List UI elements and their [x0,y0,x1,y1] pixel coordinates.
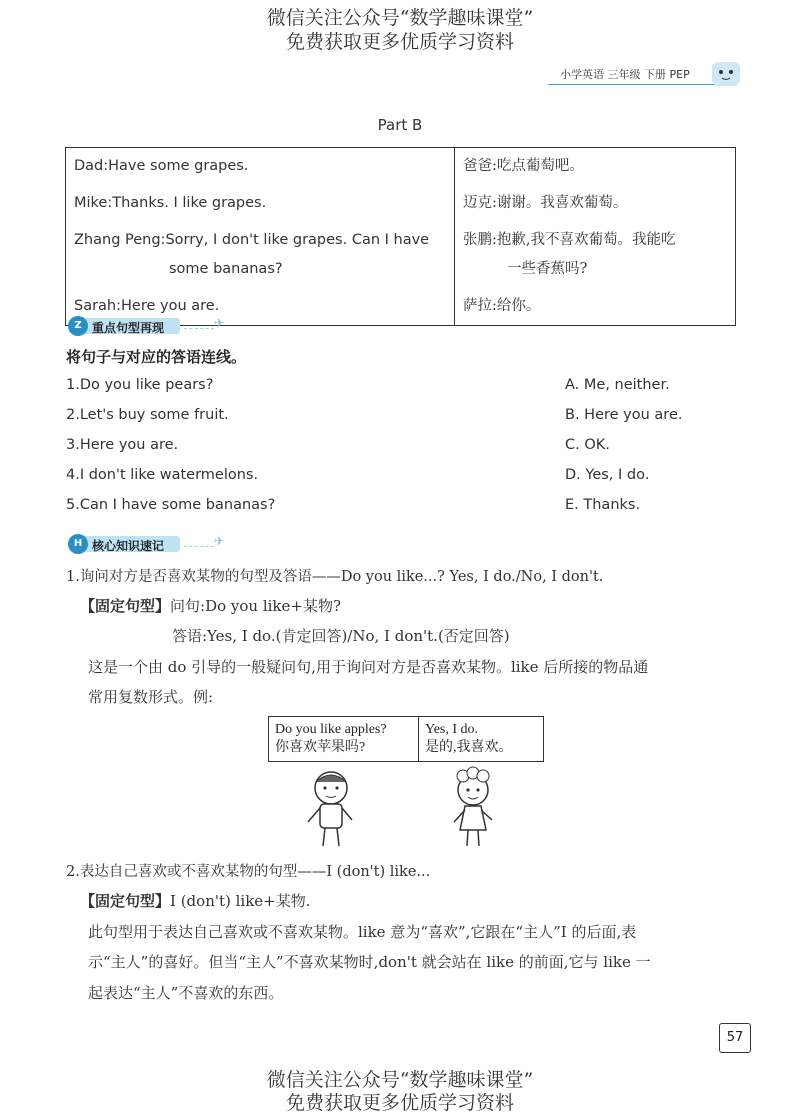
match-answer: A. Me, neither. [565,377,670,393]
match-question: 1.Do you like pears? [66,377,214,393]
point2-heading: 2.表达自己喜欢或不喜欢某物的句型——I (don't) like... [66,864,431,880]
watermark-bottom-line1: 微信关注公众号“数学趣味课堂” [266,1069,534,1091]
match-answer: D. Yes, I do. [565,467,650,483]
girl-illustration [438,766,508,850]
match-question: 3.Here you are. [66,437,179,453]
dialogue-en-text-cont: some bananas? [169,261,283,277]
dialogue-row [66,148,736,186]
point1-heading: 1.询问对方是否喜欢某物的句型及答语——Do you like...? Yes, I do./No, I don't. [66,569,604,585]
match-question: 4.I don't like watermelons. [66,467,259,483]
pattern-label: 【固定句型】 [80,597,171,615]
header-label: 小学英语 三年级 下册 PEP [560,68,690,81]
dialogue-cn-text: 萨拉:给你。 [463,298,541,314]
page-number: 57 [719,1023,751,1053]
dialogue-en [66,222,455,288]
section1-badge-icon: Z [68,316,88,336]
dialogue-en-text: Zhang Peng:Sorry, I don't like grapes. Can I have [74,232,430,248]
section1-title: 重点句型再现 [92,321,165,335]
pattern-question: 问句:Do you like+某物? [170,597,341,615]
section1-trail [184,328,214,329]
dialogue-cn [455,288,736,326]
dialogue-cn-text: 张鹏:抱歉,我不喜欢葡萄。我能吃 [463,232,676,248]
dialogue-table [65,147,736,326]
section2-badge-icon: H [68,534,88,554]
point1-explain-line1: 这是一个由 do 引导的一般疑问句,用于询问对方是否喜欢某物。like 后所接的物品通 [88,658,649,676]
point1-answer-pattern: 答语:Yes, I do.(肯定回答)/No, I don't.(否定回答) [172,627,510,645]
watermark-top-line1: 微信关注公众号“数学趣味课堂” [266,7,534,29]
dialogue-en-text: Sarah:Here you are. [74,298,220,314]
dialogue-en-text: Mike:Thanks. I like grapes. [74,195,267,211]
point2-explain-line1: 此句型用于表达自己喜欢或不喜欢某物。like 意为“喜欢”,它跟在“主人”I 的后面,表 [88,923,637,941]
header-rule [548,84,720,85]
dialogue-row [66,185,736,222]
speech-bubble-left [268,716,422,762]
point2-pattern [80,890,311,911]
dialogue-row [66,222,736,288]
paper-plane-icon: ✈ [214,316,225,330]
point1-pattern [80,595,341,616]
bubble-right-cn: 是的,我喜欢。 [425,740,513,755]
section2-trail [184,546,214,547]
instruction: 将句子与对应的答语连线。 [66,348,247,366]
dialogue-cn-text-cont: 一些香蕉吗? [507,261,588,277]
point1-explain-line2: 常用复数形式。例: [88,688,214,706]
match-answer: C. OK. [565,437,610,453]
dialogue-cn [455,222,736,288]
section2-title: 核心知识速记 [92,539,165,553]
watermark-top-line2: 免费获取更多优质学习资料 [285,31,514,53]
match-question: 5.Can I have some bananas? [66,497,276,513]
dialogue-cn [455,185,736,222]
mascot-icon [712,62,740,86]
bubble-left-cn: 你喜欢苹果吗? [275,740,366,755]
paper-plane-icon: ✈ [214,534,225,548]
dialogue-cn-text: 迈克:谢谢。我喜欢葡萄。 [463,195,628,211]
boy-illustration [296,766,366,850]
speech-bubble-right [418,716,544,762]
match-question: 2.Let's buy some fruit. [66,407,229,423]
point2-explain-line3: 起表达“主人”不喜欢的东西。 [88,984,284,1002]
match-answer: E. Thanks. [565,497,641,513]
dialogue-en [66,185,455,222]
bubble-left-en: Do you like apples? [275,722,387,737]
match-answer: B. Here you are. [565,407,683,423]
point2-explain-line2: 示“主人”的喜好。但当“主人”不喜欢某物时,don't 就会站在 like 的前面,它与 like 一 [88,953,651,971]
part-title: Part B [377,116,423,134]
pattern-label: 【固定句型】 [80,892,171,910]
dialogue-en [66,148,455,186]
pattern-text: I (don't) like+某物. [170,892,311,910]
bubble-right-en: Yes, I do. [425,722,479,737]
dialogue-cn [455,148,736,186]
dialogue-en-text: Dad:Have some grapes. [74,158,249,174]
watermark-bottom-line2: 免费获取更多优质学习资料 [285,1092,514,1114]
dialogue-cn-text: 爸爸:吃点葡萄吧。 [463,158,584,174]
